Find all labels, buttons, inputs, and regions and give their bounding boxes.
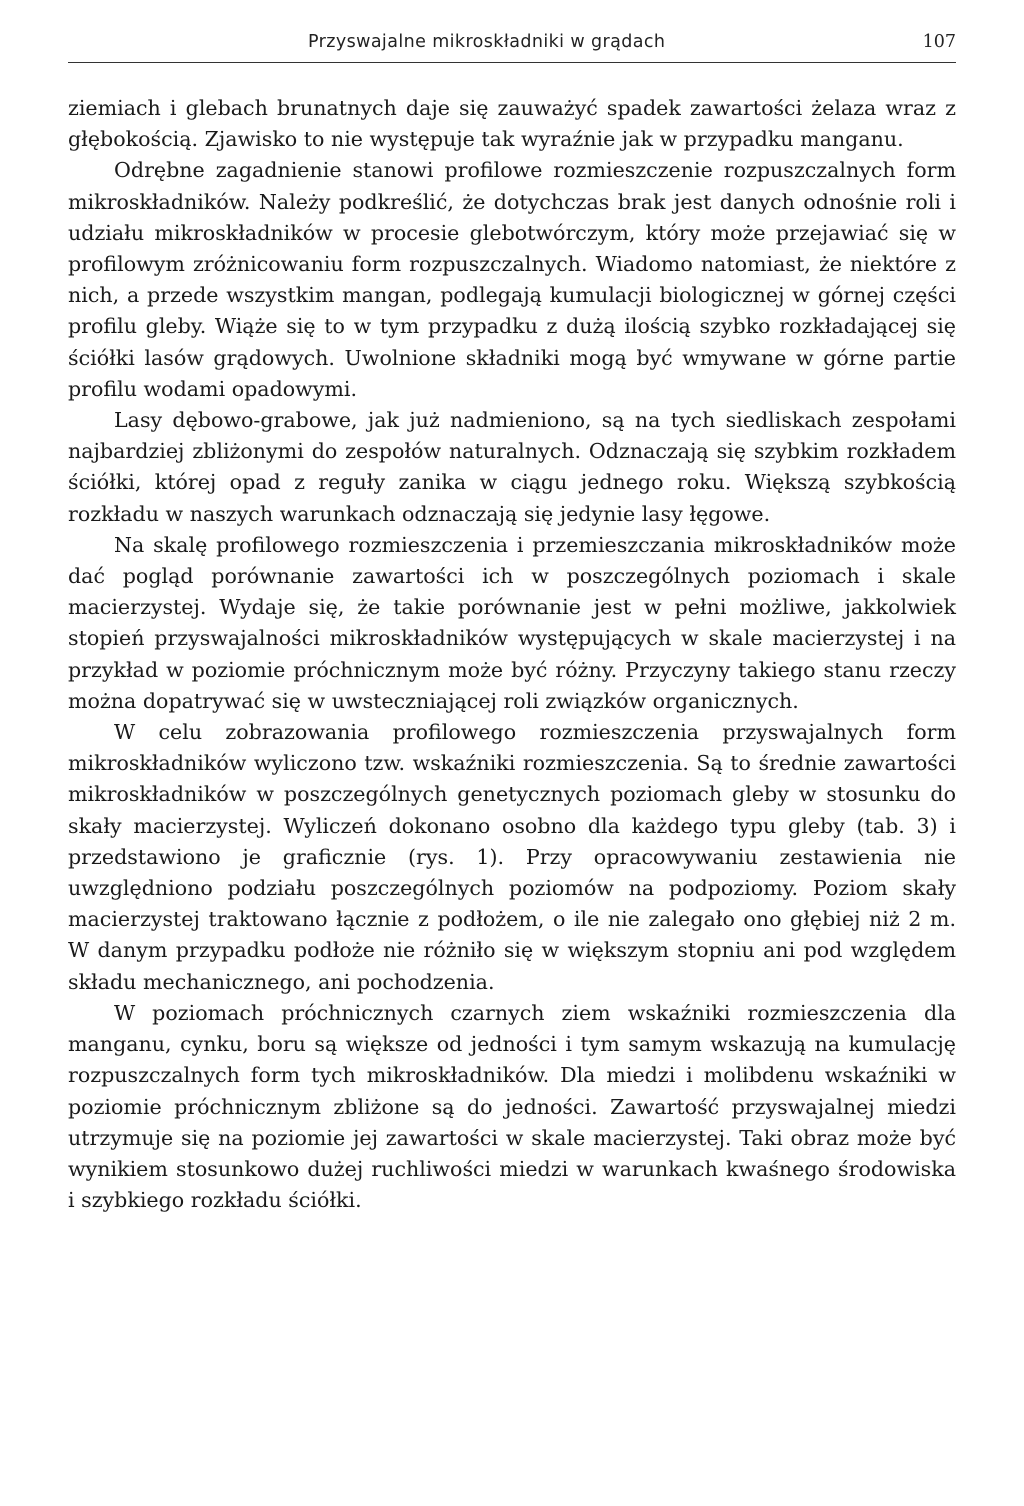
- paragraph-3: Lasy dębowo-grabowe, jak już nadmieniono, są na tych siedliskach zespołami najbardziej zbliżonymi do zespołów naturalnych. Odznaczają się szybkim rozkładem ściółki, której opad z reguły zanika w ciągu jednego roku. Większą szybkością rozkładu w naszych warunkach odznaczają się jedynie lasy łęgowe.: [68, 408, 956, 526]
- paragraph-1: ziemiach i glebach brunatnych daje się zauważyć spadek zawartości żelaza wraz z głębokością. Zjawisko to nie występuje tak wyraźnie jak w przypadku manganu.: [68, 96, 956, 152]
- paragraph-5: W celu zobrazowania profilowego rozmieszczenia przyswajalnych form mikroskładników wyliczono tzw. wskaźniki rozmieszczenia. Są to średnie zawartości mikroskładników w poszczególnych genetycznych poziomach gleby w stosunku do skały macierzystej. Wyliczeń dokonano osobno dla każdego typu gleby (tab. 3) i przedstawiono je graficznie (rys. 1). Przy opracowywaniu zestawienia nie uwzględniono podziału poszczególnych poziomów na podpoziomy. Poziom skały macierzystej traktowano łącznie z podłożem, o ile nie zalegało ono głębiej niż 2 m. W danym przypadku podłoże nie różniło się w większym stopniu ani pod względem składu mechanicznego, ani pochodzenia.: [68, 720, 956, 994]
- paragraph-6: W poziomach próchnicznych czarnych ziem wskaźniki rozmieszczenia dla manganu, cynku, boru są większe od jedności i tym samym wskazują na kumulację rozpuszczalnych form tych mikroskładników. Dla miedzi i molibdenu wskaźniki w poziomie próchnicznym zbliżone są do jedności. Zawartość przyswajalnej miedzi utrzymuje się na poziomie jej zawartości w skale macierzystej. Taki obraz może być wynikiem stosunkowo dużej ruchliwości miedzi w warunkach kwaśnego środowiska i szybkiego rozkładu ściółki.: [68, 1000, 956, 1213]
- body-text: [68, 93, 956, 1216]
- page: [68, 28, 956, 1216]
- paragraph-4: Na skalę profilowego rozmieszczenia i przemieszczania mikroskładników może dać pogląd porównanie zawartości ich w poszczególnych poziomach i skale macierzystej. Wydaje się, że takie porównanie jest w pełni możliwe, jakkolwiek stopień przyswajalności mikroskładników występujących w skale macierzystej i na przykład w poziomie próchnicznym może być różny. Przyczyny takiego stanu rzeczy można dopatrywać się w uwsteczniającej roli związków organicznych.: [68, 532, 956, 713]
- paragraph-2: Odrębne zagadnienie stanowi profilowe rozmieszczenie rozpuszczalnych form mikroskładników. Należy podkreślić, że dotychczas brak jest danych odnośnie roli i udziału mikroskładników w procesie glebotwórczym, który może przejawiać się w profilowym zróżnicowaniu form rozpuszczalnych. Wiadomo natomiast, że niektóre z nich, a przede wszystkim mangan, podlegają kumulacji biologicznej w górnej części profilu gleby. Wiąże się to w tym przypadku z dużą ilością szybko rozkładającej się ściółki lasów grądowych. Uwolnione składniki mogą być wmywane w górne partie profilu wodami opadowymi.: [68, 158, 956, 401]
- running-head: [68, 28, 956, 63]
- page-number: 107: [922, 32, 956, 52]
- running-title: Przyswajalne mikroskładniki w grądach: [308, 32, 666, 52]
